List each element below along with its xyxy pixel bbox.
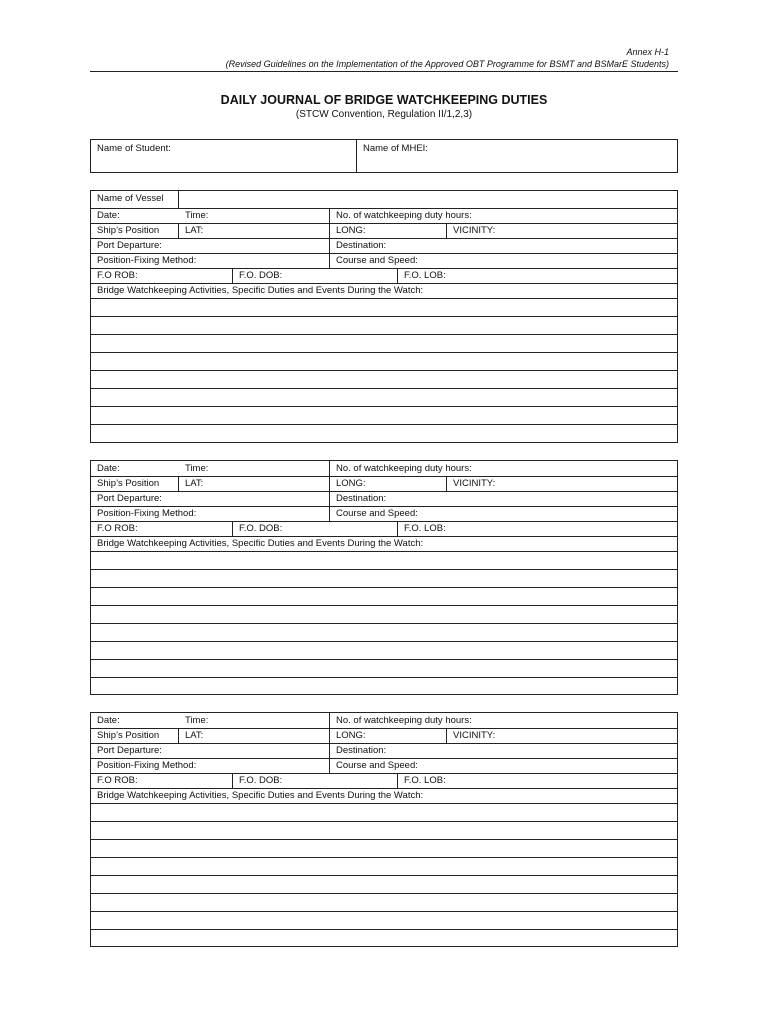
- duty-hours-field[interactable]: No. of watchkeeping duty hours:: [336, 210, 472, 221]
- fo-dob-field[interactable]: F.O. DOB:: [239, 270, 283, 281]
- watch-block-2: [90, 460, 678, 695]
- page-title: DAILY JOURNAL OF BRIDGE WATCHKEEPING DUTIES: [220, 93, 548, 107]
- vicinity-field[interactable]: VICINITY:: [453, 225, 496, 236]
- activity-entry-line[interactable]: [91, 821, 677, 839]
- row-divider: [91, 758, 677, 759]
- ships-position-label: Ship’s Position: [97, 730, 160, 741]
- destination-field[interactable]: Destination:: [336, 745, 387, 756]
- row-divider: [91, 238, 677, 239]
- vessel-name-input[interactable]: [179, 192, 665, 206]
- fixing-method-field[interactable]: Position-Fixing Method:: [97, 508, 197, 519]
- port-departure-field[interactable]: Port Departure:: [97, 493, 162, 504]
- date-field[interactable]: Date:: [97, 715, 120, 726]
- row-divider: [91, 424, 677, 425]
- header-divider: [90, 71, 678, 72]
- activity-entry-line[interactable]: [91, 875, 677, 893]
- activity-entry-line[interactable]: [91, 388, 677, 406]
- date-field[interactable]: Date:: [97, 210, 120, 221]
- watch-block-1: [90, 190, 678, 443]
- fixing-method-field[interactable]: Position-Fixing Method:: [97, 255, 197, 266]
- activity-entry-line[interactable]: [91, 911, 677, 929]
- vicinity-field[interactable]: VICINITY:: [453, 730, 496, 741]
- activity-entry-line[interactable]: [91, 298, 677, 316]
- activity-entry-line[interactable]: [91, 352, 677, 370]
- activity-entry-line[interactable]: [91, 803, 677, 821]
- destination-field[interactable]: Destination:: [336, 493, 387, 504]
- fo-rob-field[interactable]: F.O ROB:: [97, 270, 138, 281]
- long-field[interactable]: LONG:: [336, 730, 366, 741]
- destination-field[interactable]: Destination:: [336, 240, 387, 251]
- time-field[interactable]: Time:: [185, 715, 209, 726]
- activities-label: Bridge Watchkeeping Activities, Specific Duties and Events During the Watch:: [97, 285, 424, 296]
- fixing-method-field[interactable]: Position-Fixing Method:: [97, 760, 197, 771]
- activity-entry-line[interactable]: [91, 641, 677, 659]
- guideline-caption: (Revised Guidelines on the Implementation of the Approved OBT Programme for BSMT and BSMarE Students): [225, 59, 669, 69]
- activities-label: Bridge Watchkeeping Activities, Specific Duties and Events During the Watch:: [97, 790, 424, 801]
- vicinity-field[interactable]: VICINITY:: [453, 478, 496, 489]
- course-speed-field[interactable]: Course and Speed:: [336, 760, 418, 771]
- mhei-name-field[interactable]: Name of MHEI:: [363, 143, 428, 154]
- row-divider: [91, 728, 677, 729]
- activity-entry-line[interactable]: [91, 605, 677, 623]
- long-field[interactable]: LONG:: [336, 478, 366, 489]
- fo-dob-field[interactable]: F.O. DOB:: [239, 775, 283, 786]
- time-field[interactable]: Time:: [185, 210, 209, 221]
- activity-entry-line[interactable]: [91, 551, 677, 569]
- lat-field[interactable]: LAT:: [185, 225, 204, 236]
- row-divider: [91, 536, 677, 537]
- vessel-name-label: Name of Vessel: [97, 193, 164, 204]
- duty-hours-field[interactable]: No. of watchkeeping duty hours:: [336, 715, 472, 726]
- time-field[interactable]: Time:: [185, 463, 209, 474]
- activity-entry-line[interactable]: [91, 370, 677, 388]
- lat-field[interactable]: LAT:: [185, 478, 204, 489]
- long-field[interactable]: LONG:: [336, 225, 366, 236]
- port-departure-field[interactable]: Port Departure:: [97, 240, 162, 251]
- activities-label: Bridge Watchkeeping Activities, Specific Duties and Events During the Watch:: [97, 538, 424, 549]
- ships-position-label: Ship’s Position: [97, 225, 160, 236]
- fo-lob-field[interactable]: F.O. LOB:: [404, 775, 446, 786]
- port-departure-field[interactable]: Port Departure:: [97, 745, 162, 756]
- activity-entry-line[interactable]: [91, 857, 677, 875]
- student-name-field[interactable]: Name of Student:: [97, 143, 171, 154]
- ships-position-label: Ship’s Position: [97, 478, 160, 489]
- page-subtitle: (STCW Convention, Regulation II/1,2,3): [295, 109, 473, 120]
- row-divider: [91, 223, 677, 224]
- activity-entry-line[interactable]: [91, 569, 677, 587]
- activity-entry-line[interactable]: [91, 659, 677, 677]
- course-speed-field[interactable]: Course and Speed:: [336, 508, 418, 519]
- activity-entry-line[interactable]: [91, 839, 677, 857]
- activity-entry-line[interactable]: [91, 406, 677, 424]
- row-divider: [91, 491, 677, 492]
- row-divider: [91, 283, 677, 284]
- annex-label: Annex H-1: [626, 47, 669, 57]
- fo-lob-field[interactable]: F.O. LOB:: [404, 270, 446, 281]
- activity-entry-line[interactable]: [91, 893, 677, 911]
- fo-rob-field[interactable]: F.O ROB:: [97, 523, 138, 534]
- row-divider: [91, 743, 677, 744]
- fo-lob-field[interactable]: F.O. LOB:: [404, 523, 446, 534]
- row-divider: [91, 268, 677, 269]
- student-info-box: [90, 139, 678, 173]
- row-divider: [91, 506, 677, 507]
- activity-entry-line[interactable]: [91, 316, 677, 334]
- activity-entry-line[interactable]: [91, 334, 677, 352]
- fo-dob-field[interactable]: F.O. DOB:: [239, 523, 283, 534]
- date-field[interactable]: Date:: [97, 463, 120, 474]
- row-divider: [91, 521, 677, 522]
- row-divider: [91, 773, 677, 774]
- row-divider: [91, 253, 677, 254]
- row-divider: [91, 476, 677, 477]
- row-divider: [91, 929, 677, 930]
- activity-entry-line[interactable]: [91, 623, 677, 641]
- watch-block-3: [90, 712, 678, 947]
- fo-rob-field[interactable]: F.O ROB:: [97, 775, 138, 786]
- duty-hours-field[interactable]: No. of watchkeeping duty hours:: [336, 463, 472, 474]
- lat-field[interactable]: LAT:: [185, 730, 204, 741]
- course-speed-field[interactable]: Course and Speed:: [336, 255, 418, 266]
- activity-entry-line[interactable]: [91, 587, 677, 605]
- row-divider: [91, 677, 677, 678]
- row-divider: [91, 788, 677, 789]
